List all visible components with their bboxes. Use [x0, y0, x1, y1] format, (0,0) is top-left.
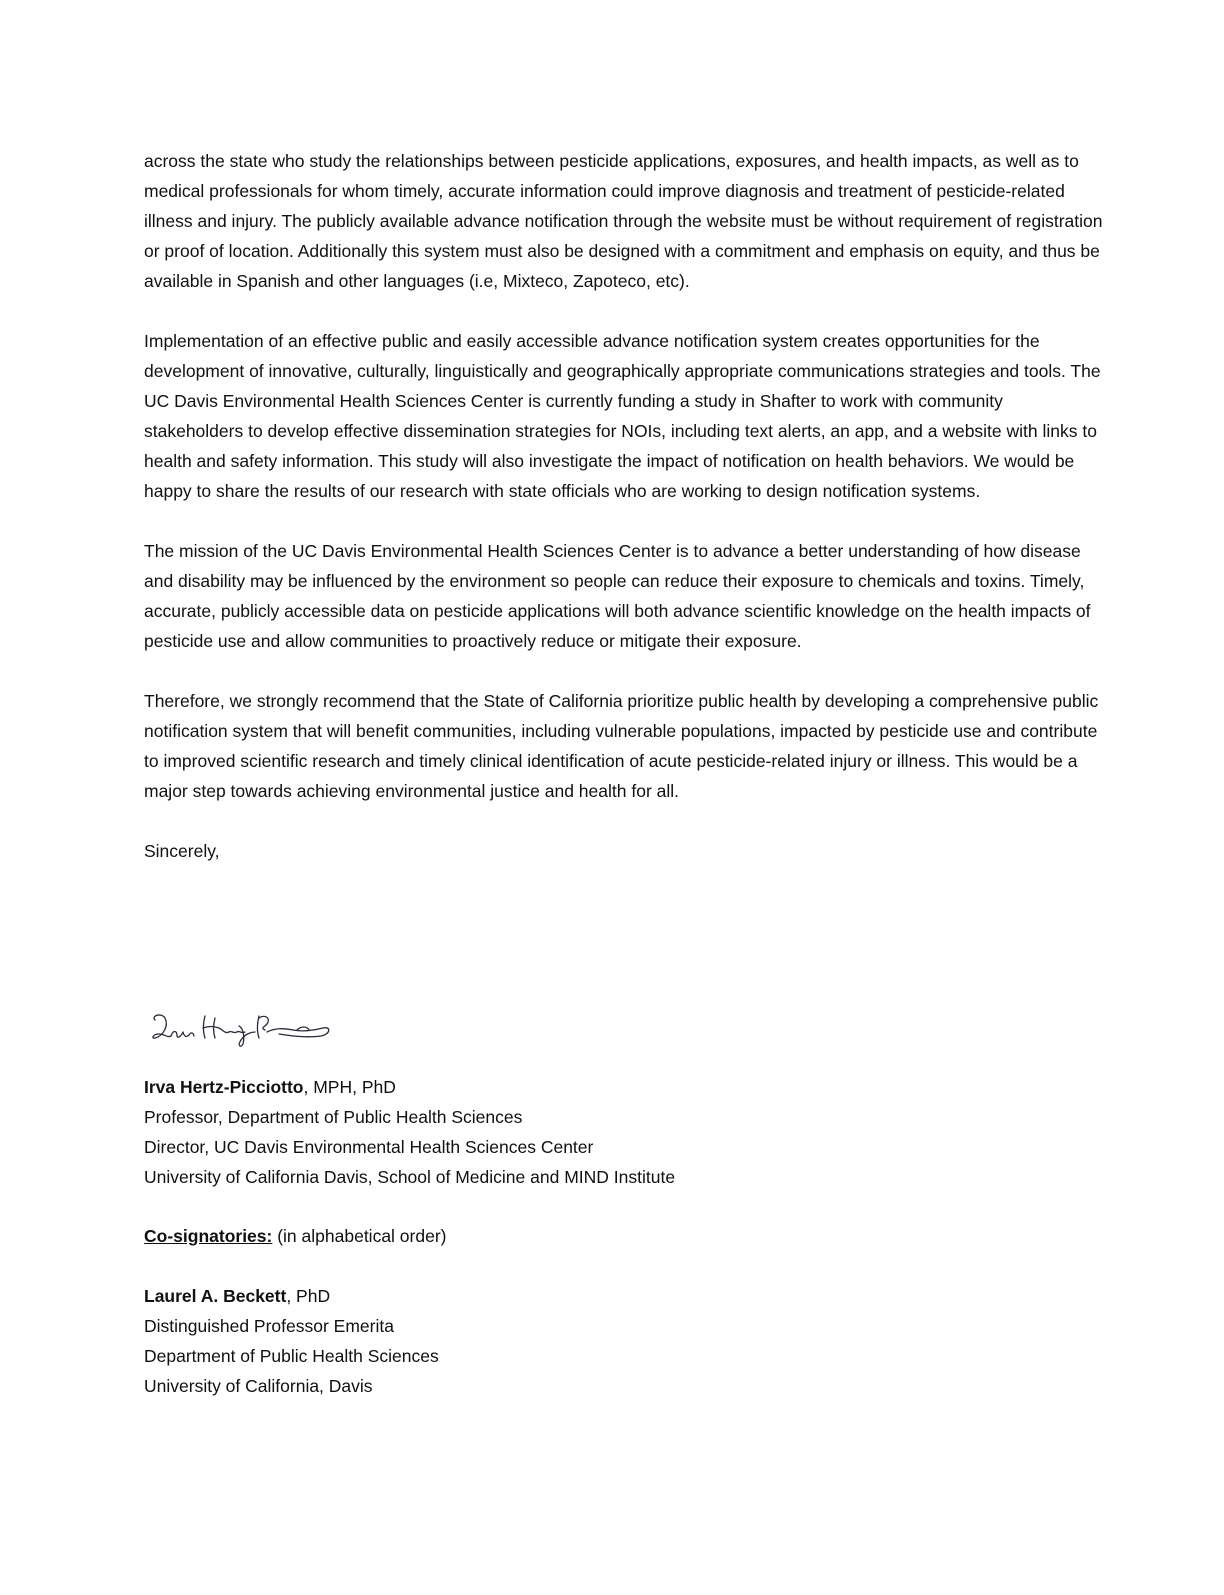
cosigner-department-line: Department of Public Health Sciences [144, 1346, 439, 1366]
body-paragraph: Therefore, we strongly recommend that the State of California prioritize public health by developing a comprehensive public notification system that will benefit communities, including vulnerable populations, impacted by pesticide use and contribute to improved scientific research and timely clinical identification of acute pesticide-related injury or illness. This would be a major step towards achieving environmental justice and health for all. [144, 691, 1099, 801]
signer-title-line: Professor, Department of Public Health Sciences [144, 1107, 523, 1127]
cosigner-block [144, 1281, 439, 1401]
signer-affiliation-line: University of California Davis, School of Medicine and MIND Institute [144, 1167, 676, 1187]
signer-name-line [144, 1072, 1104, 1102]
signature-block [144, 1072, 1104, 1192]
signer-name: Irva Hertz-Picciotto [144, 1077, 304, 1097]
cosignatories-note: (in alphabetical order) [272, 1226, 447, 1246]
closing-salutation: Sincerely, [144, 841, 220, 861]
cosigner-affiliation-line: University of California, Davis [144, 1376, 373, 1396]
cosigner-name: Laurel A. Beckett [144, 1286, 287, 1306]
cosigner-name-line [144, 1281, 439, 1311]
handwritten-signature [147, 1006, 337, 1056]
signer-title-line: Director, UC Davis Environmental Health Sciences Center [144, 1137, 594, 1157]
body-paragraph: Implementation of an effective public and easily accessible advance notification system creates opportunities for the development of innovative, culturally, linguistically and geographically appropriate communications strategies and tools. The UC Davis Environmental Health Sciences Center is currently funding a study in Shafter to work with community stakeholders to develop effective dissemination strategies for NOIs, including text alerts, an app, and a website with links to health and safety information. This study will also investigate the impact of notification on health behaviors. We would be happy to share the results of our research with state officials who are working to design notification systems. [144, 331, 1101, 501]
cosignatories-label: Co-signatories: [144, 1226, 273, 1246]
letter-body [144, 146, 1104, 866]
cosigner-credentials: , PhD [286, 1286, 331, 1306]
cosigner-title-line: Distinguished Professor Emerita [144, 1316, 394, 1336]
cosignatories-heading [144, 1221, 446, 1251]
body-paragraph: The mission of the UC Davis Environmental Health Sciences Center is to advance a better understanding of how disease and disability may be influenced by the environment so people can reduce their exposure to chemicals and toxins. Timely, accurate, publicly accessible data on pesticide applications will both advance scientific knowledge on the health impacts of pesticide use and allow communities to proactively reduce or mitigate their exposure. [144, 541, 1091, 651]
signer-credentials: , MPH, PhD [303, 1077, 396, 1097]
body-paragraph: across the state who study the relationships between pesticide applications, exposures, and health impacts, as well as to medical professionals for whom timely, accurate information could improve diagnosis and treatment of pesticide-related illness and injury. The publicly available advance notification through the website must be without requirement of registration or proof of location. Additionally this system must also be designed with a commitment and emphasis on equity, and thus be available in Spanish and other languages (i.e, Mixteco, Zapoteco, etc). [144, 151, 1103, 291]
